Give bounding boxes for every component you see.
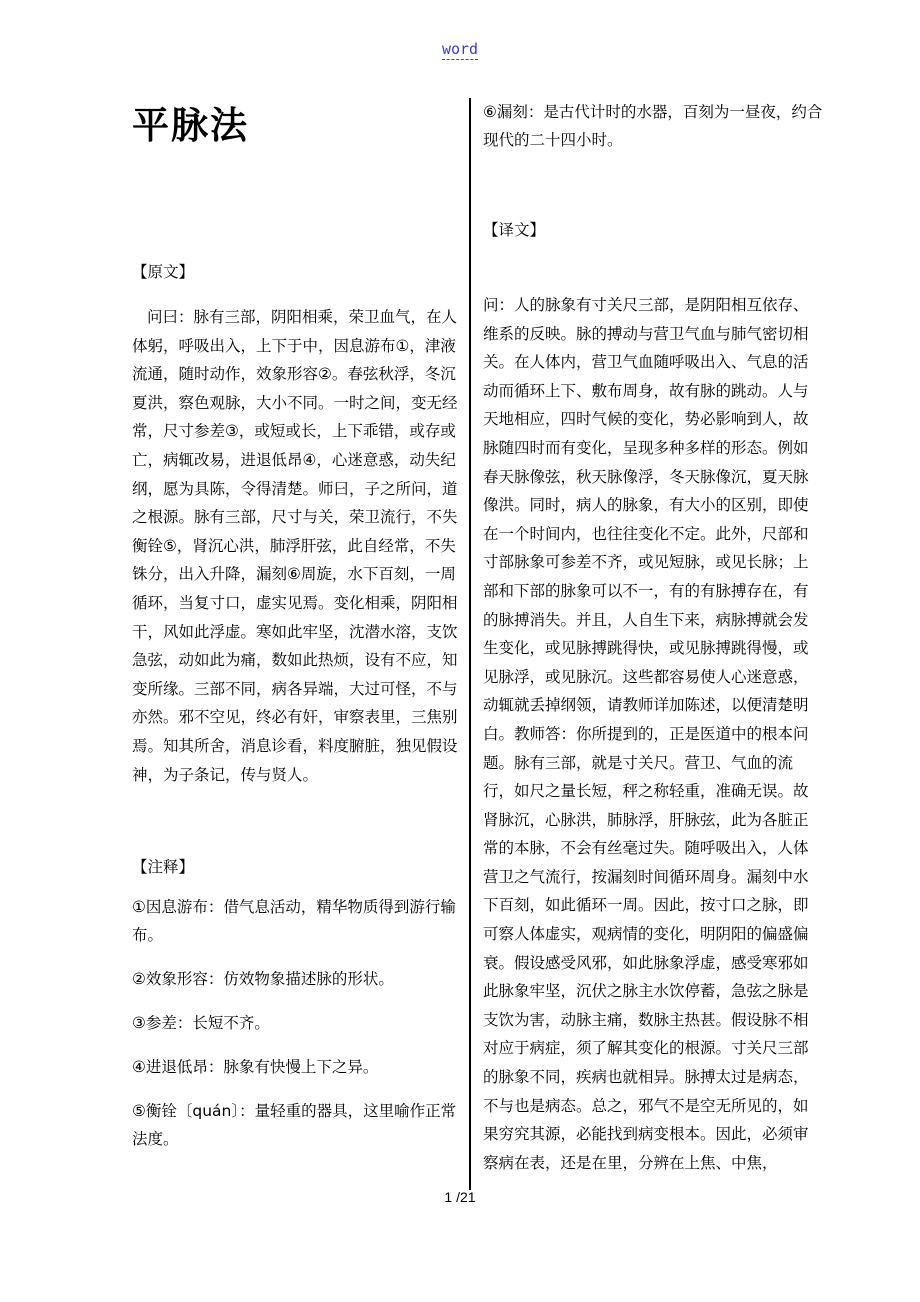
note-1: ①因息游布：借气息活动，精华物质得到游行输布。 [132,898,456,945]
zhushi-heading: 【注释】 [132,858,195,877]
note-6: ⑥漏刻：是古代计时的水器，百刻为一昼夜，约合现代的二十四小时。 [483,103,823,149]
note-3: ③参差：长短不齐。 [132,1014,270,1033]
page-number [0,1189,920,1205]
column-divider [469,98,471,1190]
yiwen-text: 问：人的脉象有寸关尺三部，是阴阳相互依存、维系的反映。脉的搏动与营卫气血与肺气密切相关。在人体内，营卫气血随呼吸出入、气息的活动而循环上下、敷布周身，故有脉的跳动。人与天地相应，四时气候的变化，势必影响到人，故脉随四时而有变化，呈现多种多样的形态。例如春天脉像弦，秋天脉像浮，冬天脉像沉，夏天脉像洪。同时，病人的脉象，有大小的区别，即使在一个时间内，也往往变化不定。此外，尺部和寸部脉象可参差不齐，或见短脉，或见长脉；上部和下部的脉象可以不一，有的有脉搏存在，有的脉搏消失。并且，人自生下来，病脉搏就会发生变化，或见脉搏跳得快，或见脉搏跳得慢，或见脉浮，或见脉沉。这些都容易使人心迷意惑，动辄就丢掉纲领，请教师详加陈述，以便清楚明白。教师答：你所提到的，正是医道中的根本问题。脉有三部，就是寸关尺。营卫、气血的流行，如尺之量长短，秤之称轻重，准确无误。故肾脉沉，心脉洪，肺脉浮，肝脉弦，此为各脏正常的本脉，不会有丝毫过失。随呼吸出入，人体营卫之气流行，按漏刻时间循环周身。漏刻中水下百刻，如此循环一周。因此，按寸口之脉，即可察人体虚实，观病情的变化，明阴阳的偏盛偏衰。假设感受风邪，如此脉象浮虚，感受寒邪如此脉象牢坚，沉伏之脉主水饮停蓄，急弦之脉是支饮为害，动脉主痛，数脉主热甚。假设脉不相对应于病症，须了解其变化的根源。寸关尺三部的脉象不同，疾病也就相异。脉搏太过是病态，不与也是病态。总之，邪气不是空无所见的，如果穷究其源，必能找到病变根本。因此，必须审察病在表，还是在里，分辨在上焦、中焦， [483,296,809,1172]
left-column [132,95,467,1153]
page-separator: / [456,1189,460,1205]
page-current: 1 [444,1189,453,1205]
yiwen-heading: 【译文】 [483,221,546,239]
note-2: ②效象形容：仿效物象描述脉的形状。 [132,970,394,989]
note-4: ④进退低昂：脉象有快慢上下之异。 [132,1058,379,1077]
note-5: ⑤衡铨〔quán〕：量轻重的器具，这里喻作正常法度。 [132,1102,457,1149]
page-total: 21 [460,1189,476,1205]
right-column [483,95,823,1177]
header-word-link[interactable] [0,40,920,58]
yuanwen-heading: 【原文】 [132,263,195,281]
yuanwen-text: 问曰：脉有三部，阴阳相乘，荣卫血气，在人体躬，呼吸出入，上下于中，因息游布①，津液流通，随时动作，效象形容②。春弦秋浮，冬沉夏洪，察色观脉，大小不同。一时之间，变无经常，尺寸参差③，或短或长，上下乖错，或存或亡，病辄改易，进退低昂④，心迷意惑，动失纪纲，愿为具陈，令得清楚。师曰，子之所问，道之根源。脉有三部，尺寸与关，荣卫流行，不失衡铨⑤，肾沉心洪，肺浮肝弦，此自经常，不失铢分，出入升降，漏刻⑥周旋，水下百刻，一周循环，当复寸口，虚实见焉。变化相乘，阴阳相干，风如此浮虚。寒如此牢坚，沈潜水溶，支饮急弦，动如此为痛，数如此热烦，设有不应，知变所缘。三部不同，病各异端，大过可怪，不与亦然。邪不空见，终必有奸，审察表里，三焦别焉。知其所舍，消息诊看，料度腑脏，独见假设神，为子条记，传与贤人。 [132,308,458,784]
page-title: 平脉法 [132,104,249,147]
header-word-text[interactable]: word [441,40,479,58]
